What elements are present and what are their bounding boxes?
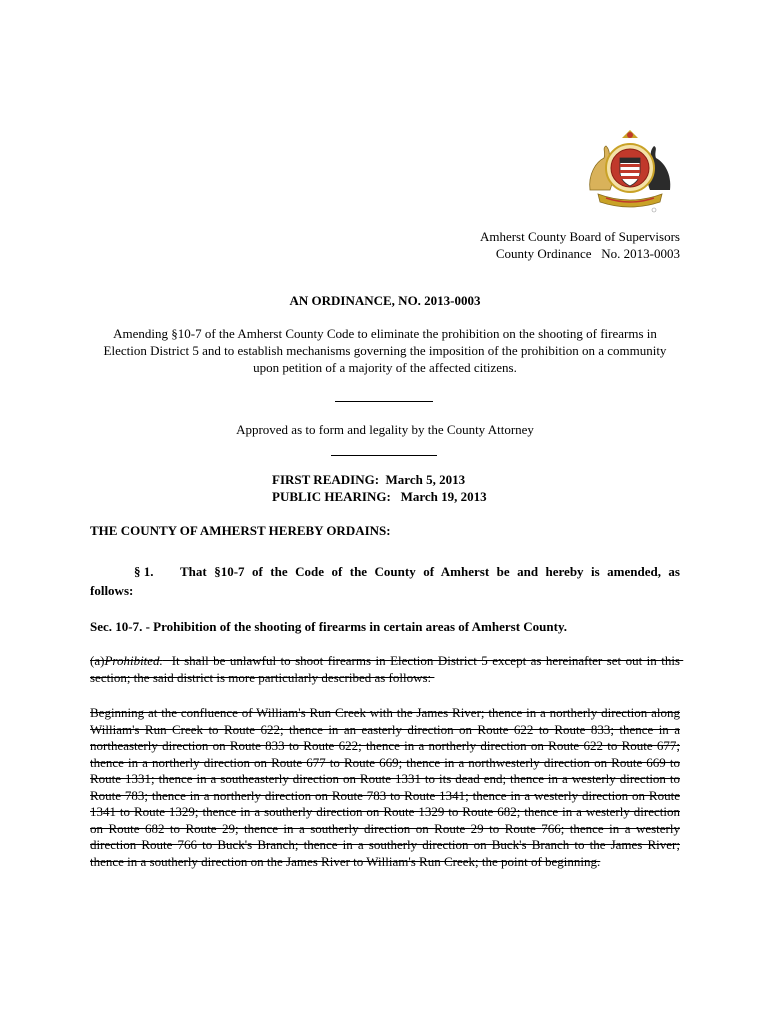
section-heading: Sec. 10-7. - Prohibition of the shooting of firearms in certain areas of Amherst County.: [90, 619, 567, 634]
paragraph-a-italic: Prohibited.: [104, 653, 163, 668]
board-name: Amherst County Board of Supervisors: [479, 229, 680, 244]
readings-block: [272, 471, 487, 505]
header-block: [480, 228, 680, 262]
first-reading: FIRST READING: March 5, 2013: [272, 472, 466, 487]
signature-line-top: [335, 401, 433, 402]
ordinance-reference: County Ordinance No. 2013-0003: [495, 246, 680, 261]
ordinance-summary: Amending §10-7 of the Amherst County Code to eliminate the prohibition on the shooting of firearms in Election District 5 and to establish mechanisms governing the imposition of the prohibition on a community upon petition of a majority of the affected citizens.: [103, 326, 667, 375]
paragraph-a: [90, 653, 684, 686]
paragraph-a-label: (a): [90, 653, 105, 668]
ordinance-title: AN ORDINANCE, NO. 2013-0003: [289, 293, 481, 308]
public-hearing: PUBLIC HEARING: March 19, 2013: [272, 489, 487, 504]
county-seal-icon: [584, 128, 676, 214]
paragraph-boundary: Beginning at the confluence of William's Run Creek with the James River; thence in a northerly direction along William's Run Creek to Route 622; thence in an easterly direction on Route 622 to Route 833; thence in a northeasterly direction on Route 833 to Route 622; thence in a northerly direction on Route 622 to Route 677; thence in a northerly direction on Route 677 to Route 669; thence in a northwesterly direction on Route 669 to Route 1331; thence in a southeasterly direction on Route 1331 to its dead end; thence in a westerly direction to Route 783; thence in a northerly direction on Route 783 to Route 1341; thence in a westerly direction on Route 1341 to Route 1329; thence in a southerly direction on Route 1329 to Route 682; thence in a westerly direction on Route 682 to Route 29; thence in a southerly direction on Route 29 to Route 766; thence in a westerly direction Route 766 to Buck's Branch; thence in a southerly direction on Buck's Branch to the James River; thence in a southerly direction on the James River to William's Run Creek; the point of beginning.: [90, 705, 680, 869]
approval-statement: Approved as to form and legality by the County Attorney: [236, 422, 534, 437]
section-text: That §10-7 of the Code of the County of Amherst be and hereby is amended, as: [180, 564, 680, 579]
section-symbol: § 1.: [134, 564, 154, 579]
section-one: [90, 562, 680, 600]
ordains-heading: THE COUNTY OF AMHERST HEREBY ORDAINS:: [90, 523, 391, 538]
section-text-continued: follows:: [90, 583, 134, 598]
signature-line-attorney: [331, 455, 437, 456]
paragraph-a-text: It shall be unlawful to shoot firearms in Election District 5 except as hereinafter set out in this section; the said district is more particularly described as follows:: [90, 653, 684, 685]
